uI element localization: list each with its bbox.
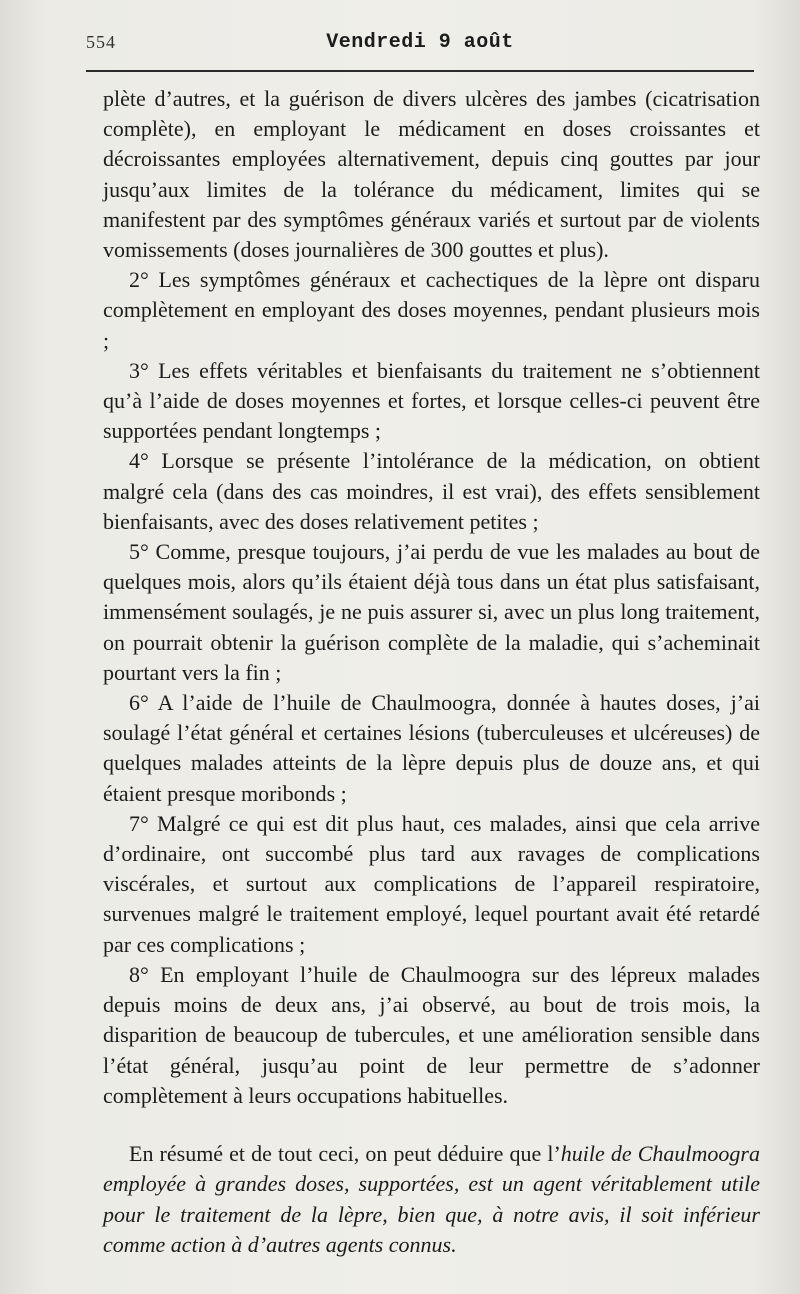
paragraph-continuation: plète d’autres, et la guérison de divers ulcères des jambes (cicatrisation complète), en employant le médicament en doses croissantes et décroissantes employées alternativement, depuis cinq gouttes par jour jusqu’aux limites de la tolérance du médicament, limites qui se manifestent par des symptômes généraux variés et surtout par de violents vomissements (doses journalières de 300 gouttes et plus). [103, 86, 760, 263]
summary-lead: En résumé et de tout ceci, on peut déduire que l’ [129, 1140, 561, 1166]
page-header [86, 28, 754, 62]
paragraph-point-6: 6° A l’aide de l’huile de Chaulmoogra, donnée à hautes doses, j’ai soulagé l’état général et certaines lésions (tuberculeuses et ulcéreuses) de quelques malades atteints de la lèpre depuis plus de douze ans, et qui étaient presque moribonds ; [103, 690, 760, 806]
paragraph-point-7: 7° Malgré ce qui est dit plus haut, ces malades, ainsi que cela arrive d’ordinaire, ont succombé plus tard aux ravages de complications viscérales, et surtout aux complications de l’appareil respiratoire, survenues malgré le traitement employé, lequel pourtant avait été retardé par ces complications ; [103, 810, 760, 957]
paragraph-point-5: 5° Comme, presque toujours, j’ai perdu de vue les malades au bout de quelques mois, alors qu’ils étaient déjà tous dans un état plus satisfaisant, immensément soulagés, je ne puis assurer si, avec un plus long traitement, on pourrait obtenir la guérison complète de la maladie, qui s’acheminait pourtant vers la fin ; [103, 539, 760, 685]
page-body [103, 84, 760, 1283]
summary-italic: huile de Chaulmoogra employée à grandes doses, supportées, est un agent véritablement utile pour le traitement de la lèpre, bien que, à notre avis, il soit inférieur comme action à d’autres agents connus. [103, 1140, 760, 1258]
header-rule [86, 70, 754, 72]
summary-paragraph [103, 1139, 760, 1261]
paragraph-point-8: 8° En employant l’huile de Chaulmoogra sur des lépreux malades depuis moins de deux ans, j’ai observé, au bout de trois mois, la disparition de beaucoup de tubercules, et une amélioration sensible dans l’état général, jusqu’au point de leur permettre de s’adonner complètement à leurs occupations habituelles. [103, 961, 760, 1108]
paragraph-point-4: 4° Lorsque se présente l’intolérance de la médication, on obtient malgré cela (dans des cas moindres, il est vrai), des effets sensiblement bienfaisants, avec des doses relativement petites ; [103, 448, 760, 534]
paragraph-point-3: 3° Les effets véritables et bienfaisants du traitement ne s’obtiennent qu’à l’aide de doses moyennes et fortes, et lorsque celles-ci peuvent être supportées pendant longtemps ; [103, 357, 760, 444]
paragraph-point-2: 2° Les symptômes généraux et cachectiques de la lèpre ont disparu complètement en employant des doses moyennes, pendant plusieurs mois ; [103, 267, 760, 353]
running-head: Vendredi 9 août [326, 31, 514, 54]
page-number: 554 [86, 32, 116, 52]
